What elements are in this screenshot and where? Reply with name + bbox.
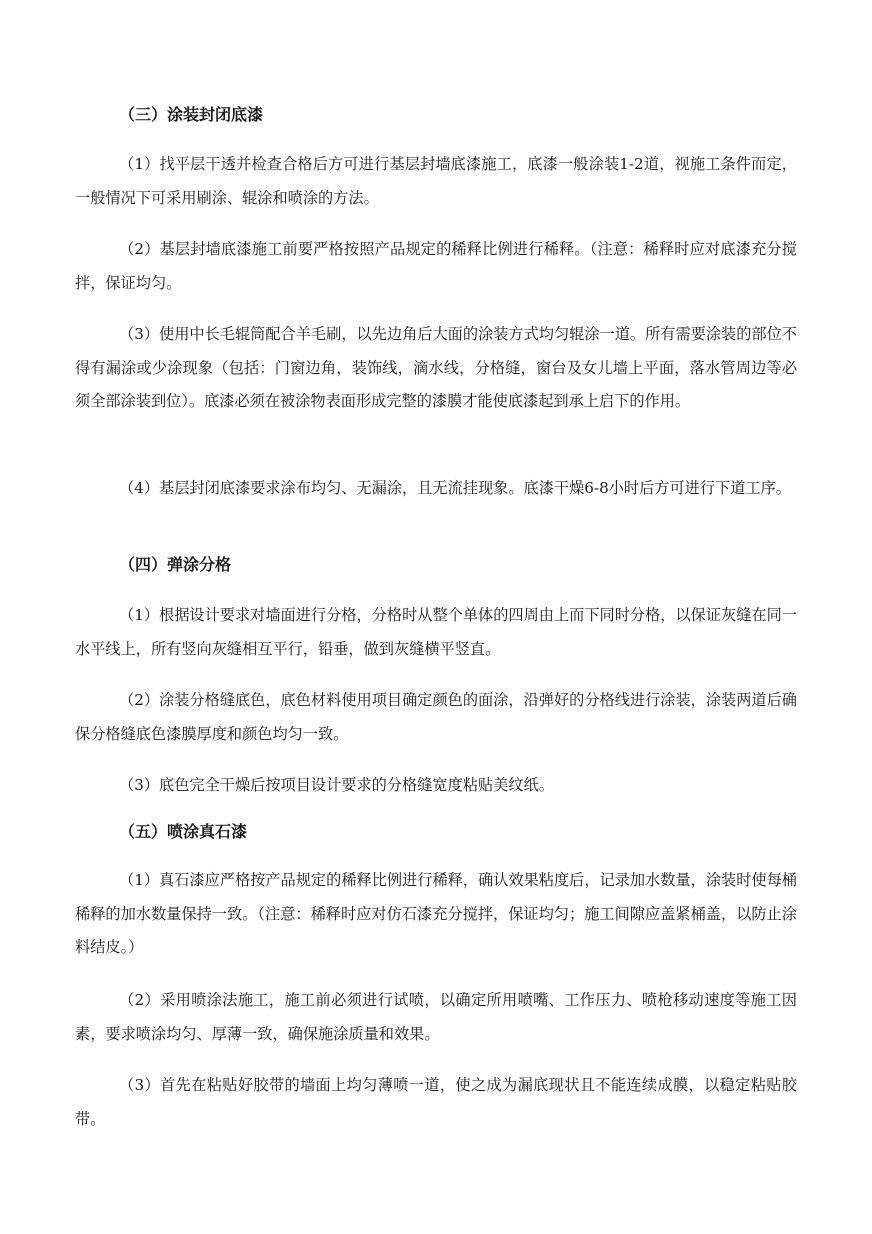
paragraph: （1）根据设计要求对墙面进行分格，分格时从整个单体的四周由上而下同时分格，以保证灰缝在同一水平线上，所有竖向灰缝相互平行，铅垂，做到灰缝横平竖直。 — [75, 606, 797, 658]
paragraph: （2）采用喷涂法施工，施工前必须进行试喷，以确定所用喷嘴、工作压力、喷枪移动速度等施工因素，要求喷涂均匀、厚薄一致，确保施涂质量和效果。 — [75, 991, 797, 1043]
paragraph: （1）找平层干透并检查合格后方可进行基层封墙底漆施工，底漆一般涂装1-2道，视施工条件而定，一般情况下可采用刷涂、辊涂和喷涂的方法。 — [75, 155, 797, 207]
paragraph: （3）底色完全干燥后按项目设计要求的分格缝宽度粘贴美纹纸。 — [119, 776, 554, 794]
section-heading: （三）涂装封闭底漆 — [119, 105, 264, 124]
section-heading: （五）喷涂真石漆 — [119, 822, 248, 841]
paragraph: （1）真石漆应严格按产品规定的稀释比例进行稀释，确认效果粘度后，记录加水数量，涂装时使每桶稀释的加水数量保持一致。（注意：稀释时应对仿石漆充分搅拌，保证均匀；施工间隙应盖紧桶盖，以防止涂料结皮。） — [75, 871, 797, 956]
paragraph: （2）涂装分格缝底色，底色材料使用项目确定颜色的面涂，沿弹好的分格线进行涂装，涂装两道后确保分格缝底色漆膜厚度和颜色均匀一致。 — [75, 691, 797, 743]
section-heading: （四）弹涂分格 — [119, 555, 232, 574]
paragraph: （2）基层封墙底漆施工前要严格按照产品规定的稀释比例进行稀释。（注意：稀释时应对底漆充分搅拌，保证均匀。 — [75, 240, 797, 292]
paragraph: （4）基层封闭底漆要求涂布均匀、无漏涂，且无流挂现象。底漆干燥6-8小时后方可进行下道工序。 — [119, 479, 791, 497]
paragraph: （3）使用中长毛辊筒配合羊毛刷，以先边角后大面的涂装方式均匀辊涂一道。所有需要涂装的部位不得有漏涂或少涂现象（包括：门窗边角，装饰线，滴水线，分格缝，窗台及女儿墙上平面，落水管周边等必须全部涂装到位）。底漆必须在被涂物表面形成完整的漆膜才能使底漆起到承上启下的作用。 — [75, 325, 797, 410]
paragraph: （3）首先在粘贴好胶带的墙面上均匀薄喷一道，使之成为漏底现状且不能连续成膜，以稳定粘贴胶带。 — [75, 1076, 797, 1128]
